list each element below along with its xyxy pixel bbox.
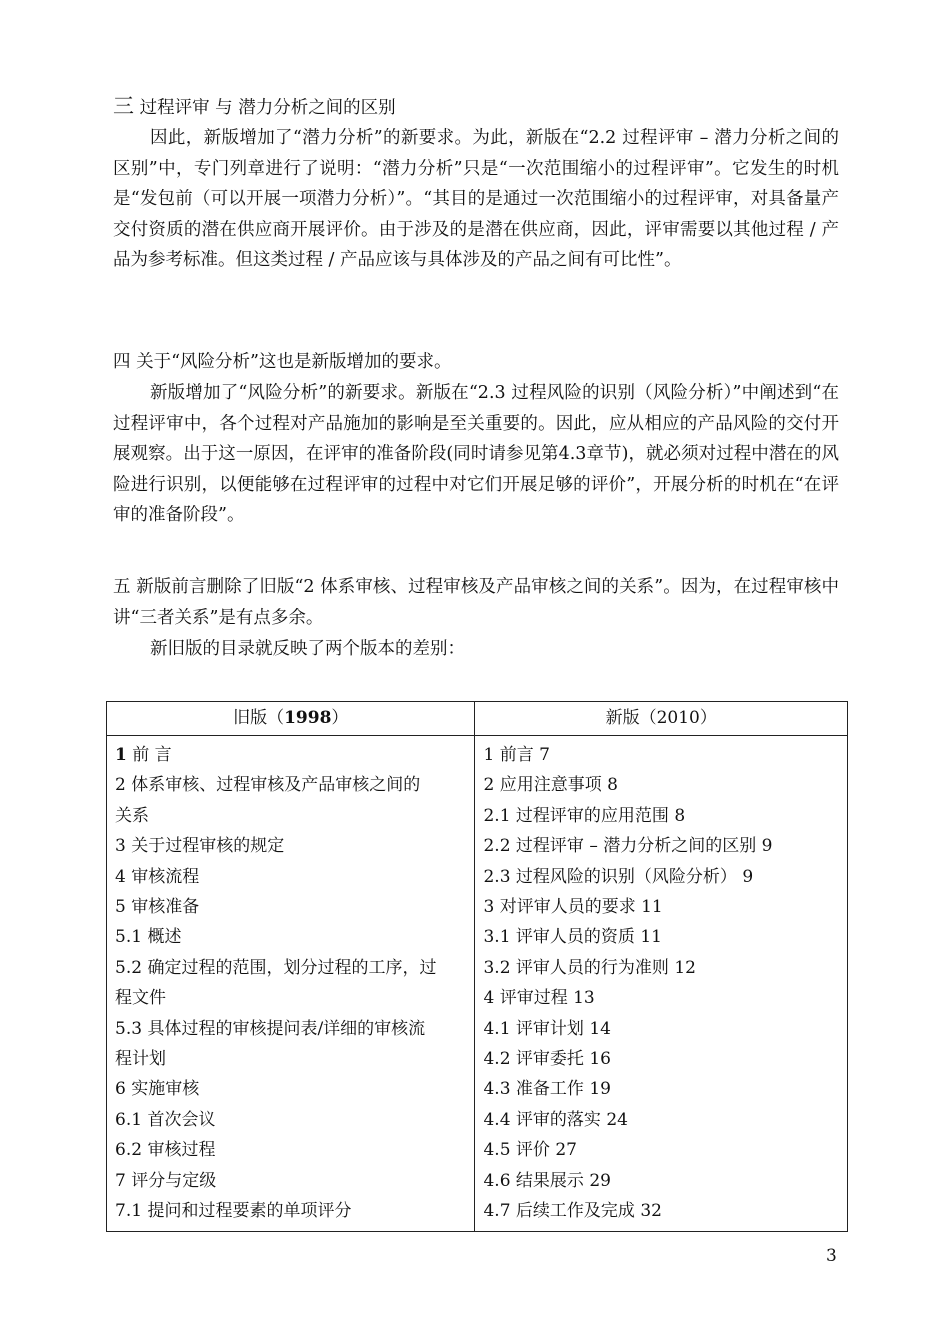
- section-5-paragraph: 五 新版前言删除了旧版“2 体系审核、过程审核及产品审核之间的关系”。因为，在过程审核中讲“三者关系”是有点多余。: [113, 577, 839, 628]
- table-header-row: [107, 702, 848, 736]
- section-3-paragraph: 因此，新版增加了“潜力分析”的新要求。为此，新版在“2.2 过程评审 – 潜力分析之间的区别”中，专门列章进行了说明：“潜力分析”只是“一次范围缩小的过程评审”。它发生的时机是“发包前（可以开展一项潜力分析）”。“其目的是通过一次范围缩小的过程评审，对具备量产交付资质的潜在供应商开展评价。由于涉及的是潜在供应商，因此，评审需要以其他过程 / 产品为参考标准。但这类过程 / 产品应该与具体涉及的产品之间有可比性”。: [113, 128, 839, 270]
- old-toc-item: 5.1 概述: [115, 927, 182, 948]
- toc-comparison-table: [106, 701, 848, 1232]
- old-toc-item: 5.2 确定过程的范围，划分过程的工序，过: [115, 957, 437, 978]
- new-toc-item: 2.2 过程评审 – 潜力分析之间的区别 9: [483, 836, 773, 857]
- new-toc-item: 4.6 结果展示 29: [483, 1170, 611, 1191]
- old-toc-item: 7.1 提问和过程要素的单项评分: [115, 1201, 352, 1222]
- new-toc-item: 4.2 评审委托 16: [483, 1049, 611, 1070]
- header-new-version: 新版（2010）: [475, 702, 848, 736]
- old-toc-item: 6 实施审核: [115, 1079, 200, 1100]
- old-toc-item: 5 审核准备: [115, 897, 200, 918]
- section-4-heading: 四 关于“风险分析”这也是新版增加的要求。: [113, 352, 452, 372]
- old-toc-column: [107, 736, 475, 1232]
- new-toc-item: 2.3 过程风险的识别（风险分析） 9: [483, 866, 754, 887]
- section-3-heading: 三 过程评审 与 潜力分析之间的区别: [113, 94, 396, 118]
- header-old-suffix: ）: [331, 708, 349, 728]
- new-toc-item: 4.5 评价 27: [483, 1140, 577, 1161]
- section-5-intro: 新旧版的目录就反映了两个版本的差别：: [150, 639, 465, 659]
- old-toc-item: [115, 740, 468, 770]
- table-body-row: [107, 736, 848, 1232]
- new-toc-item: 2.1 过程评审的应用范围 8: [483, 805, 686, 826]
- old-toc-item-number: 1: [115, 745, 127, 765]
- old-toc-item: 6.1 首次会议: [115, 1109, 216, 1130]
- old-toc-item-text: 前 言: [126, 745, 172, 765]
- header-old-prefix: 旧版（: [233, 708, 285, 728]
- section-4-paragraph: 新版增加了“风险分析”的新要求。新版在“2.3 过程风险的识别（风险分析）”中阐述到“在过程评审中，各个过程对产品施加的影响是至关重要的。因此，应从相应的产品风险的交付开展观察。出于这一原因，在评审的准备阶段(同时请参见第4.3章节)，就必须对过程中潜在的风险进行识别，以便能够在过程评审的过程中对它们开展足够的评价”，开展分析的时机在“在评审的准备阶段”。: [113, 383, 839, 525]
- old-toc-item: 3 关于过程审核的规定: [115, 836, 285, 857]
- new-toc-item: 3.2 评审人员的行为准则 12: [483, 957, 696, 978]
- new-toc-item: 4.1 评审计划 14: [483, 1018, 611, 1039]
- header-old-version: [107, 702, 475, 736]
- old-toc-item: 7 评分与定级: [115, 1170, 217, 1191]
- new-toc-item: 4.4 评审的落实 24: [483, 1109, 628, 1130]
- old-toc-item: 2 体系审核、过程审核及产品审核之间的: [115, 775, 421, 796]
- new-toc-item: 1 前言 7: [483, 745, 550, 765]
- new-toc-item: 3.1 评审人员的资质 11: [483, 927, 662, 948]
- new-toc-item: 4.3 准备工作 19: [483, 1079, 611, 1100]
- old-toc-item: 4 审核流程: [115, 866, 200, 887]
- old-toc-item: 关系: [115, 805, 149, 826]
- old-toc-item: 6.2 审核过程: [115, 1140, 216, 1161]
- new-toc-item: 4 评审过程 13: [483, 988, 595, 1009]
- new-toc-item: 3 对评审人员的要求 11: [483, 897, 663, 918]
- header-old-year: 1998: [284, 708, 332, 728]
- old-toc-item: 5.3 具体过程的审核提问表/详细的审核流: [115, 1018, 426, 1039]
- page-number: 3: [826, 1246, 837, 1266]
- new-toc-column: [475, 736, 848, 1232]
- new-toc-item: 2 应用注意事项 8: [483, 775, 618, 796]
- old-toc-item: 程文件: [115, 988, 166, 1009]
- new-toc-item: 4.7 后续工作及完成 32: [483, 1201, 662, 1222]
- old-toc-item: 程计划: [115, 1049, 166, 1070]
